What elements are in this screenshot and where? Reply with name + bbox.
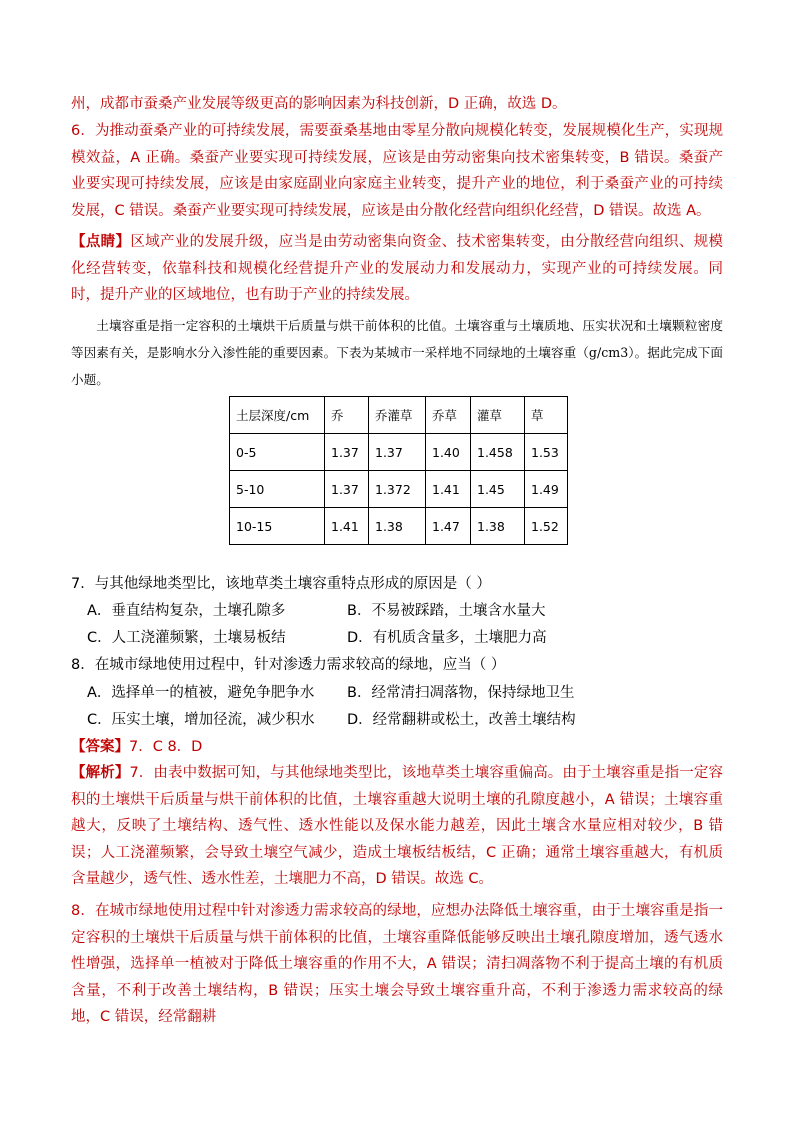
analysis-label: 【解析】 [71,765,130,781]
q8-option-d: D．经常翻耕或松土，改善土壤结构 [347,712,576,728]
header-tree: 乔 [325,397,369,434]
q8-option-a: A．选择单一的植被，避免争肥争水 [87,685,315,701]
comment-block [71,229,723,309]
header-shrub-grass: 灌草 [471,397,525,434]
material-intro: 土壤容重是指一定容积的土壤烘干后质量与烘干前体积的比值。土壤容重与土壤质地、压实状况和土壤颗粒密度等因素有关，是影响水分入渗性能的重要因素。下表为某城市一采样地不同绿地的土壤容重（g/cm3）。据此完成下面小题。 [71,318,723,387]
table-cell: 1.458 [471,434,525,471]
table-cell: 1.52 [525,508,568,545]
answer-label: 【答案】 [71,739,129,755]
table-cell: 1.37 [369,434,426,471]
analysis-q7 [71,760,723,893]
table-cell: 1.41 [426,471,471,508]
q7-option-c: C．人工浇灌频繁，土壤易板结 [87,630,286,646]
q7-option-a: A．垂直结构复杂，土壤孔隙多 [87,603,286,619]
table-cell: 0-5 [230,434,325,471]
table-cell: 1.49 [525,471,568,508]
table-header-row [230,397,568,434]
table-cell: 1.40 [426,434,471,471]
table-cell: 1.45 [471,471,525,508]
table-cell: 1.38 [471,508,525,545]
header-tree-grass: 乔草 [426,397,471,434]
comment-text: 区域产业的发展升级，应当是由劳动密集向资金、技术密集转变，由分散经营向组织、规模化经营转变，依靠科技和规模化经营提升产业的发展动力和发展动力，实现产业的可持续发展。同时，提升产业的区域地位，也有助于产业的持续发展。 [71,234,724,303]
soil-density-table [229,396,568,545]
table-cell: 1.37 [325,471,369,508]
table-cell: 1.372 [369,471,426,508]
table-row [230,508,568,545]
table-row [230,434,568,471]
analysis-q8-text: 8．在城市绿地使用过程中针对渗透力需求较高的绿地，应想办法降低土壤容重，由于土壤容重是指一定容积的土壤烘干后质量与烘干前体积的比值，土壤容重降低能够反映出土壤孔隙度增加，透气透水性增强，选择单一植被对于降低土壤容重的作用不大，A 错误；清扫凋落物不利于提高土壤的有机质含量，不利于改善土壤结构，B 错误；压实土壤会导致土壤容重升高，不利于渗透力需求较高的绿地，C 错误，经常翻耕 [71,903,723,1025]
q6-analysis [71,118,723,224]
header-tree-shrub-grass: 乔灌草 [369,397,426,434]
q8-stem: 8．在城市绿地使用过程中，针对渗透力需求较高的绿地，应当（ ） [71,657,506,673]
analysis-q8 [71,898,723,1031]
q7-stem: 7．与其他绿地类型比，该地草类土壤容重特点形成的原因是（ ） [71,576,491,592]
q8-option-c: C．压实土壤，增加径流，减少积水 [87,712,315,728]
analysis-q7-text: 7．由表中数据可知，与其他绿地类型比，该地草类土壤容重偏高。由于土壤容重是指一定容积的土壤烘干后质量与烘干前体积的比值，土壤容重越大说明土壤的孔隙度越小，A 错误；土壤容重越大，反映了土壤结构、透气性、透水性能以及保水能力越差，因此土壤含水量应相对较少，B 错误；人工浇灌频繁，会导致土壤空气减少，造成土壤板结板结，C 正确；通常土壤容重越大，有机质含量越少，透气性、透水性差，土壤肥力不高，D 错误。故选 C。 [71,765,723,887]
q7-option-d: D．有机质含量多，土壤肥力高 [347,630,547,646]
table-cell: 5-10 [230,471,325,508]
table-cell: 1.53 [525,434,568,471]
table-cell: 1.41 [325,508,369,545]
answer-line [71,738,202,756]
table-cell: 1.37 [325,434,369,471]
q7-option-b: B．不易被踩踏，土壤含水量大 [347,603,546,619]
q6-analysis-text: 6．为推动蚕桑产业的可持续发展，需要蚕桑基地由零星分散向规模化转变，发展规模化生产，实现规模效益，A 正确。桑蚕产业要实现可持续发展，应该是由劳动密集向技术密集转变，B 错误。桑蚕产业要实现可持续发展，应该是由家庭副业向家庭主业转变，提升产业的地位，利于桑蚕产业的可持续发展，C 错误。桑蚕产业要实现可持续发展，应该是由分散化经营向组织化经营，D 错误。故选 A。 [71,123,723,219]
comment-label: 【点睛】 [71,234,131,250]
header-depth: 土层深度/cm [230,397,325,434]
answer-text: 7．C 8．D [129,739,203,755]
q5-analysis-tail: 州，成都市蚕桑产业发展等级更高的影响因素为科技创新，D 正确，故选 D。 [71,96,567,112]
table-cell: 10-15 [230,508,325,545]
table-row [230,471,568,508]
q8-option-b: B．经常清扫凋落物，保持绿地卫生 [347,685,575,701]
header-grass: 草 [525,397,568,434]
table-cell: 1.47 [426,508,471,545]
table-cell: 1.38 [369,508,426,545]
